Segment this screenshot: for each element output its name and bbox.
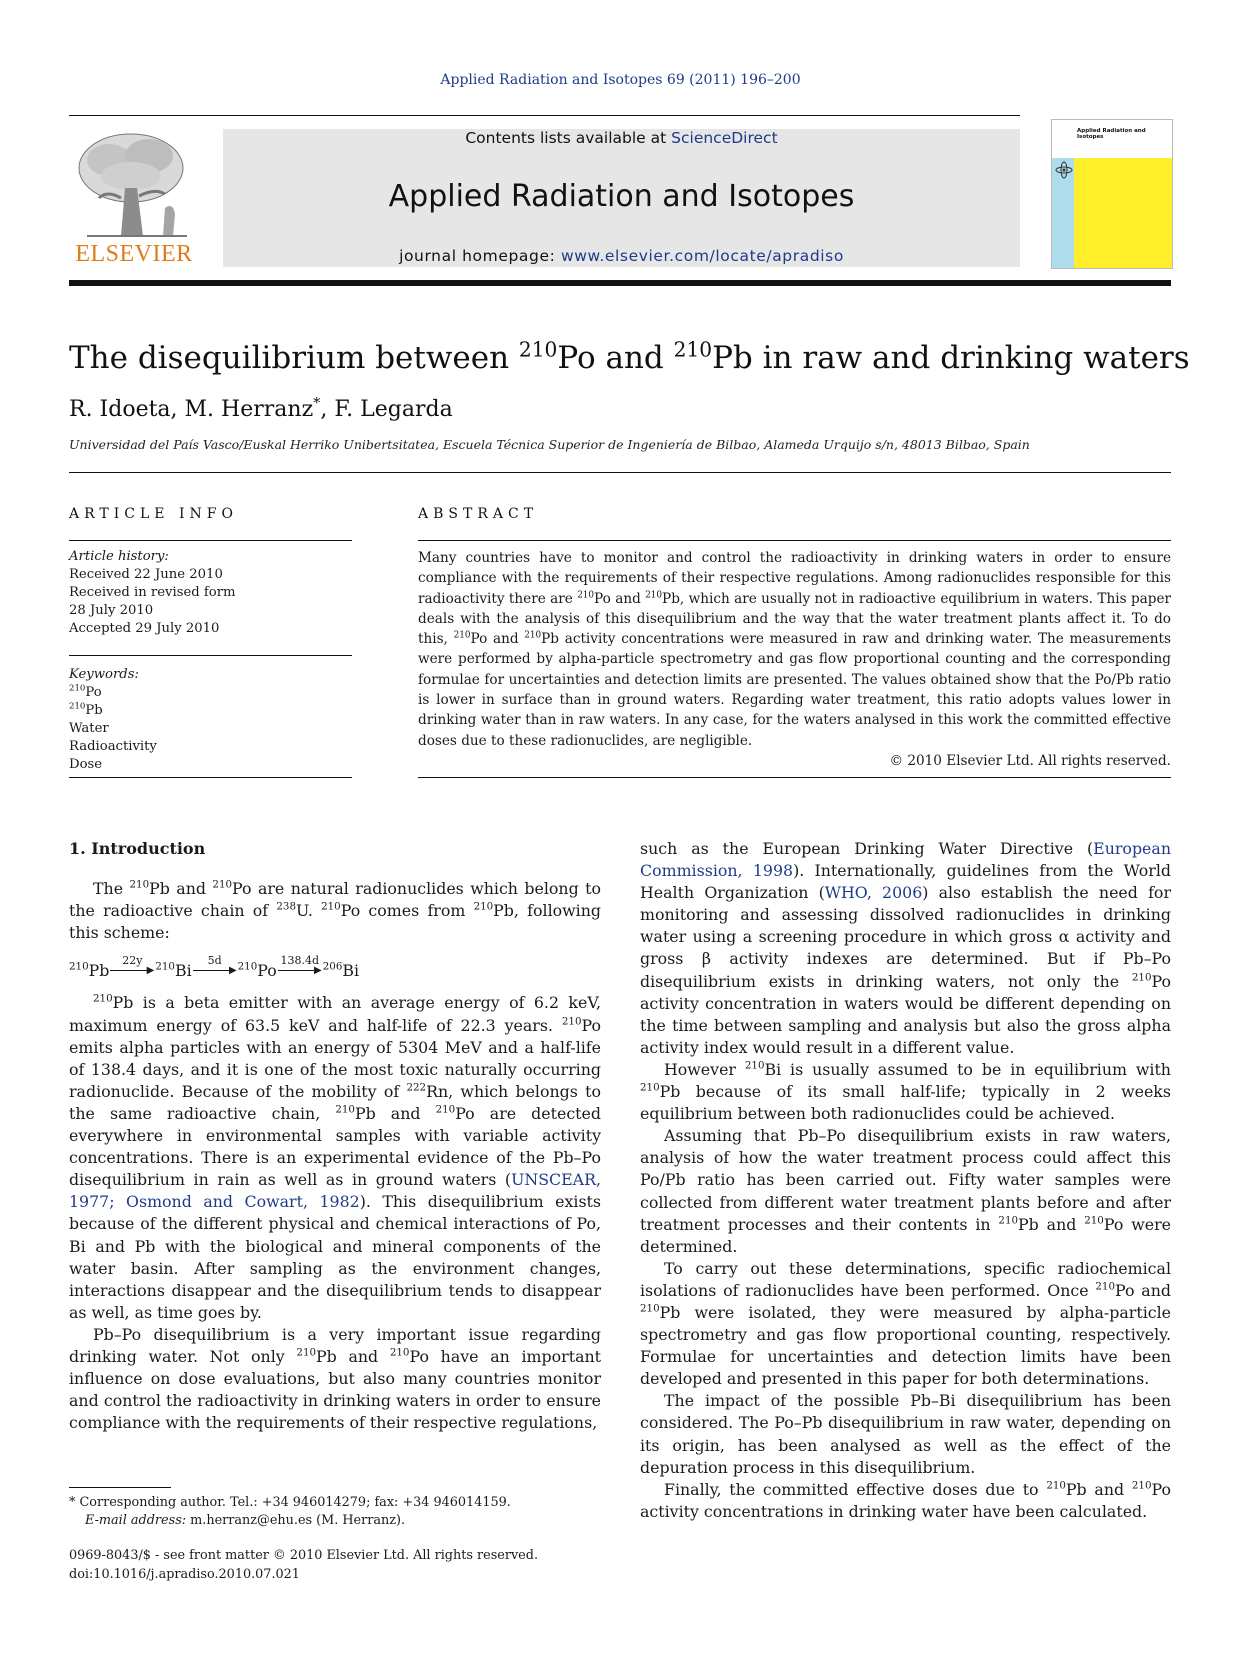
- abstract-copyright: © 2010 Elsevier Ltd. All rights reserved.: [889, 752, 1171, 769]
- journal-banner: [223, 129, 1020, 267]
- affiliation: Universidad del País Vasco/Euskal Herriko Unibertsitatea, Escuela Técnica Superior de Ingeniería de Bilbao, Alameda Urquijo s/n, 48013 Bilbao, Spain: [69, 437, 1030, 452]
- paragraph: The $^{210}$Pb and $^{210}$Po are natural radionuclides which belong to the radioactive chain of $^{238}$U. $^{210}$Po comes from $^{210}$Pb, following this scheme:: [69, 878, 601, 943]
- citation-link[interactable]: WHO, 2006: [824, 883, 923, 903]
- decay-arrow: 5d ▶: [193, 964, 237, 976]
- keyword: Radioactivity: [69, 739, 157, 754]
- section-heading-introduction: 1. Introduction: [69, 839, 206, 858]
- paragraph: The impact of the possible Pb–Bi disequilibrium has been considered. The Po–Pb disequilibrium in raw water, depending on its origin, has been analysed as well as the effect of the depuration process in this disequilibrium.: [640, 1391, 1171, 1477]
- sciencedirect-link[interactable]: ScienceDirect: [671, 129, 778, 147]
- footnote: * Corresponding author. Tel.: +34 946014279; fax: +34 946014159. E-mail address: m.herranz@ehu.es (M. Herranz).: [69, 1495, 511, 1528]
- article-info-heading: ARTICLE INFO: [69, 506, 238, 522]
- contents-line: Contents lists available at ScienceDirect: [465, 129, 778, 147]
- keyword: Dose: [69, 757, 103, 772]
- keywords: Keywords: $^{210}$Po $^{210}$Pb Water Radioactivity Dose: [69, 666, 352, 774]
- footnote-rule: [69, 1487, 171, 1488]
- cover-title: Applied Radiation and Isotopes: [1077, 128, 1146, 141]
- publisher-name: ELSEVIER: [75, 241, 193, 267]
- decay-arrow: 138.4d ▶: [278, 964, 322, 976]
- journal-reference[interactable]: Applied Radiation and Isotopes 69 (2011) 196–200: [440, 72, 801, 88]
- abstract-heading: ABSTRACT: [418, 506, 539, 522]
- homepage-link[interactable]: www.elsevier.com/locate/apradiso: [560, 247, 844, 265]
- doi-link[interactable]: doi:10.1016/j.apradiso.2010.07.021: [69, 1567, 300, 1582]
- front-matter: 0969-8043/$ - see front matter © 2010 Elsevier Ltd. All rights reserved. doi:10.1016/j.apradiso.2010.07.021: [69, 1548, 539, 1582]
- email-link[interactable]: m.herranz@ehu.es (M. Herranz).: [190, 1513, 406, 1528]
- elsevier-tree-icon: [69, 128, 199, 240]
- paragraph: Finally, the committed effective doses due to $^{210}$Pb and $^{210}$Po activity concentrations in drinking water have been calculated.: [640, 1479, 1171, 1521]
- journal-cover-image[interactable]: [1051, 119, 1173, 269]
- header-rule: [69, 115, 1020, 116]
- decay-scheme: $^{210}$Pb 22y ▶ $^{210}$Bi 5d ▶ $^{210}$Po 138.4d ▶ $^{206}$Bi: [69, 954, 360, 981]
- header-thick-rule: [69, 280, 1171, 286]
- decay-arrow: 22y ▶: [110, 964, 154, 976]
- paragraph: However $^{210}$Bi is usually assumed to be in equilibrium with $^{210}$Pb because of its small half-life; typically in 2 weeks equilibrium between both radionuclides could be achieved.: [640, 1059, 1171, 1124]
- citation-link[interactable]: European Commission, 1998: [640, 839, 1171, 881]
- paragraph: To carry out these determinations, specific radiochemical isolations of radionuclides have been performed. Once $^{210}$Po and $^{210}$Pb were isolated, they were measured by alpha-particle spectrometry and gas flow proportional counting, respectively. Formulae for uncertainties and detection limits have been developed and presented in this paper for both determinations.: [640, 1258, 1171, 1389]
- body-left-column: [69, 838, 601, 1434]
- paragraph: Assuming that Pb–Po disequilibrium exists in raw waters, analysis of how the water treatment process could affect this Po/Pb ratio has been carried out. Fifty water samples were collected from different water treatment plants before and after treatment processes and their contents in $^{210}$Pb and $^{210}$Po were determined.: [640, 1126, 1171, 1256]
- citation-link[interactable]: UNSCEAR, 1977; Osmond and Cowart, 1982: [69, 1170, 601, 1212]
- elsevier-logo[interactable]: [69, 128, 199, 268]
- keyword: Water: [69, 721, 109, 736]
- paragraph: Pb–Po disequilibrium is a very important issue regarding drinking water. Not only $^{210}$Pb and $^{210}$Po have an important influence on dose evaluations, but also many countries monitor and control the radioactivity in drinking waters in order to ensure compliance with the requirements of their respective regulations,: [69, 1324, 602, 1433]
- article-title: The disequilibrium between $^{210}$Po and $^{210}$Pb in raw and drinking waters: [69, 337, 1190, 376]
- atom-icon: [1054, 160, 1074, 180]
- keyword: $^{210}$Po: [69, 683, 102, 700]
- paragraph-continued: such as the European Drinking Water Directive (European Commission, 1998). Internationally, guidelines from the World Health Organization (WHO, 2006) also establish the need for monitoring and assessing dissolved radionuclides in drinking water using a screening procedure in which gross α activity and gross β activity indexes are determined. But if Pb–Po disequilibrium exists in drinking waters, not only the $^{210}$Po activity concentration in waters would be different depending on the time between sampling and analysis but also the gross alpha activity index would result in a different value.: [640, 839, 1171, 1057]
- abstract-text: Many countries have to monitor and control the radioactivity in drinking waters in order to ensure compliance with the requirements of their respective regulations. Among radionuclides responsible for this radioactivity there are $^{210}$Po and $^{210}$Pb, which are usually not in radioactive equilibrium in waters. This paper deals with the analysis of this disequilibrium and the way that the water treatment plants affect it. To do this, $^{210}$Po and $^{210}$Pb activity concentrations were measured in raw and drinking water. The measurements were performed by alpha-particle spectrometry and gas flow proportional counting and the corresponding formulae for uncertainties and detection limits are presented. The values obtained show that the Po/Pb ratio is lower in surface than in ground waters. Regarding water treatment, this ratio adopts values lower in drinking water than in raw waters. In any case, for the waters analysed in this work the committed effective doses due to these radionuclides, are negligible. © 2010 Elsevier Ltd. All rights reserved.: [418, 548, 1171, 771]
- body-right-column: [640, 838, 1171, 1523]
- paragraph: $^{210}$Pb is a beta emitter with an average energy of 6.2 keV, maximum energy of 63.5 keV and half-life of 22.3 years. $^{210}$Po emits alpha particles with an energy of 5304 MeV and a half-life of 138.4 days, and it is one of the most toxic naturally occurring radionuclide. Because of the mobility of $^{222}$Rn, which belongs to the same radioactive chain, $^{210}$Pb and $^{210}$Po are detected everywhere in environmental samples with variable activity concentrations. There is an experimental evidence of the Pb–Po disequilibrium in rain as well as in ground waters (UNSCEAR, 1977; Osmond and Cowart, 1982). This disequilibrium exists because of the different physical and chemical interactions of Po, Bi and Pb with the biological and mineral components of the water basin. After sampling as the environment changes, interactions disappear and the disequilibrium tends to disappear as well, as time goes by.: [69, 993, 602, 1322]
- authors: R. Idoeta, M. Herranz*, F. Legarda: [69, 395, 453, 422]
- title-rule: [69, 472, 1171, 473]
- homepage-line: journal homepage: www.elsevier.com/locate/apradiso: [399, 247, 844, 265]
- article-history: Article history: Received 22 June 2010 Received in revised form 28 July 2010 Accepted 29 July 2010: [69, 549, 236, 636]
- keyword: $^{210}$Pb: [69, 701, 103, 718]
- corresponding-author-mark[interactable]: *: [313, 395, 321, 412]
- journal-title: Applied Radiation and Isotopes: [388, 179, 855, 214]
